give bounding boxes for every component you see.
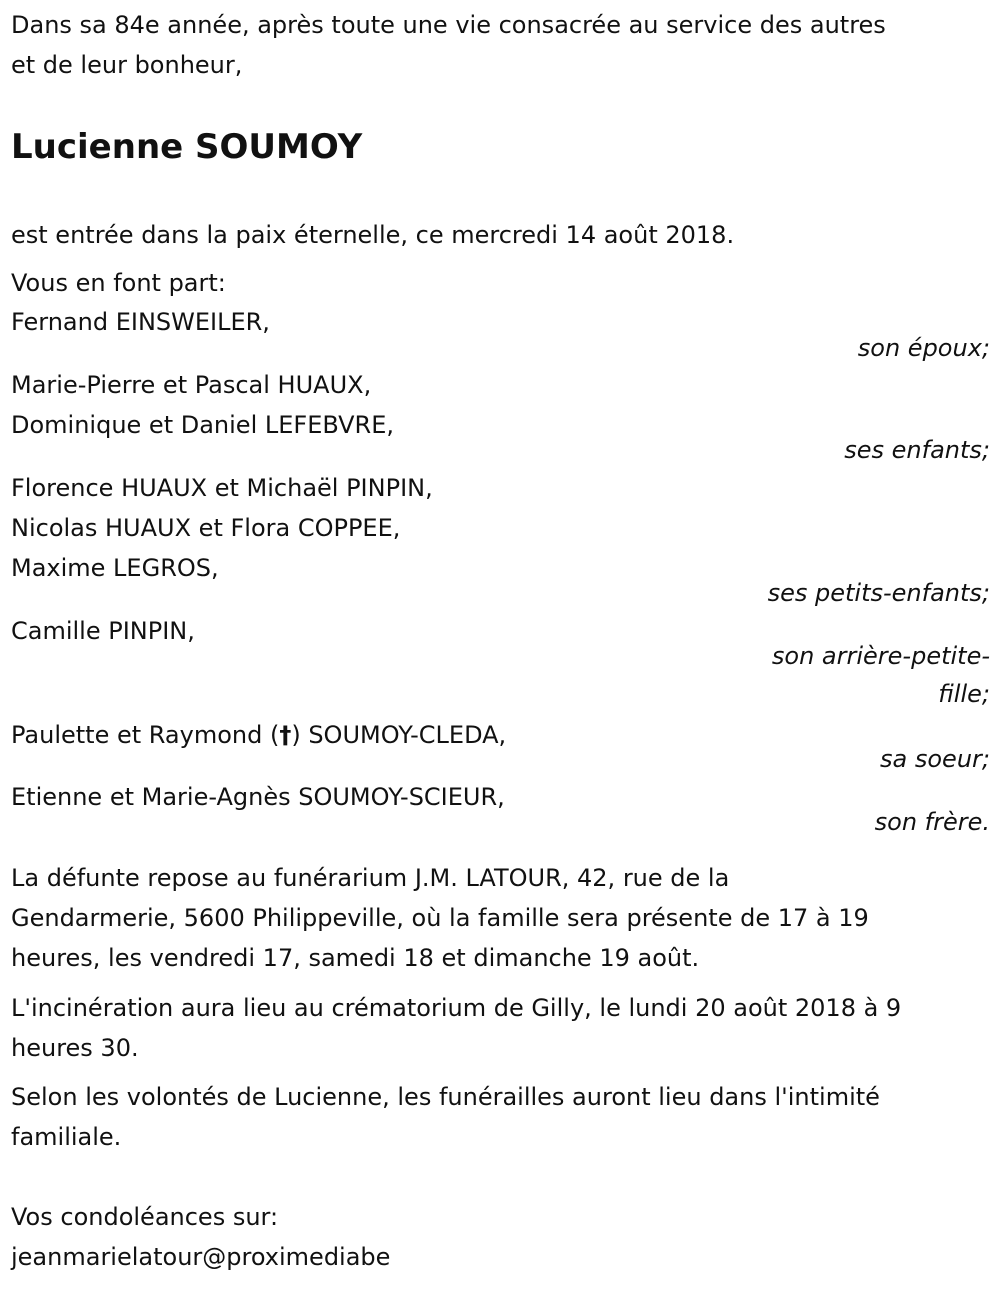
deceased-name: Lucienne SOUMOY (11, 127, 363, 167)
death-statement: est entrée dans la paix éternelle, ce mercredi 14 août 2018. (11, 221, 735, 249)
grandchild-name: Maxime LEGROS, (11, 554, 219, 582)
condolences-email[interactable]: jeanmarielatour@proximediabe (11, 1243, 391, 1271)
rest-line-3: heures, les vendredi 17, samedi 18 et dimanche 19 août. (11, 944, 700, 972)
announce-label: Vous en font part: (11, 269, 226, 297)
grandchild-name: Nicolas HUAUX et Flora COPPEE, (11, 514, 401, 542)
intro-line-2: et de leur bonheur, (11, 51, 243, 79)
rest-line-1: La défunte repose au funérarium J.M. LATOUR, 42, rue de la (11, 864, 730, 892)
condolences-label: Vos condoléances sur: (11, 1203, 279, 1231)
brother-name: Etienne et Marie-Agnès SOUMOY-SCIEUR, (11, 783, 505, 811)
brother-role: son frère. (874, 808, 990, 836)
wishes-line-2: familiale. (11, 1123, 122, 1151)
sister-name-part: ) SOUMOY-CLEDA, (291, 721, 507, 749)
great-grandchild-role-2: fille; (938, 680, 990, 708)
cremation-line-1: L'incinération aura lieu au crématorium de Gilly, le lundi 20 août 2018 à 9 (11, 994, 902, 1022)
grandchildren-role: ses petits-enfants; (767, 579, 990, 607)
grandchild-name: Florence HUAUX et Michaël PINPIN, (11, 474, 433, 502)
cremation-line-2: heures 30. (11, 1034, 139, 1062)
child-name: Marie-Pierre et Pascal HUAUX, (11, 371, 372, 399)
sister-name (11, 720, 506, 750)
great-grandchild-role-1: son arrière-petite- (771, 642, 990, 670)
spouse-name: Fernand EINSWEILER, (11, 308, 270, 336)
sister-name-part: Paulette et Raymond ( (11, 721, 280, 749)
children-role: ses enfants; (844, 436, 990, 464)
intro-line-1: Dans sa 84e année, après toute une vie consacrée au service des autres (11, 11, 886, 39)
great-grandchild-name: Camille PINPIN, (11, 617, 195, 645)
rest-line-2: Gendarmerie, 5600 Philippeville, où la famille sera présente de 17 à 19 (11, 904, 869, 932)
sister-role: sa soeur; (880, 745, 990, 773)
wishes-line-1: Selon les volontés de Lucienne, les funérailles auront lieu dans l'intimité (11, 1083, 880, 1111)
spouse-role: son époux; (857, 334, 990, 362)
cross-icon: † (279, 721, 292, 749)
child-name: Dominique et Daniel LEFEBVRE, (11, 411, 394, 439)
